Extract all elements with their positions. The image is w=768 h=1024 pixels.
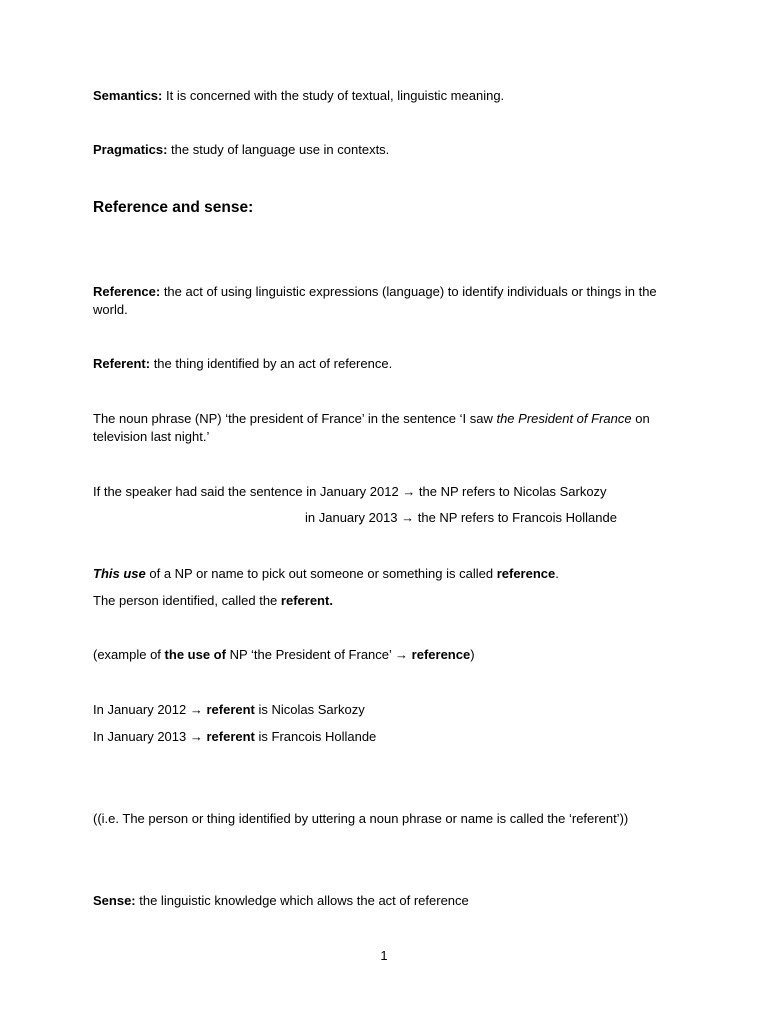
sense-text: the linguistic knowledge which allows the act of reference <box>135 893 469 908</box>
use-example-start: (example of <box>93 647 165 662</box>
referent-2012 <box>93 701 365 719</box>
use-example-end: ) <box>470 647 475 662</box>
semantics-text: It is concerned with the study of textual, linguistic meaning. <box>162 88 505 103</box>
person-identified-sentence <box>93 592 333 610</box>
np-example-part1: The noun phrase (NP) ‘the president of France’ in the sentence ‘I saw <box>93 411 497 426</box>
reference-term: Reference: <box>93 284 161 299</box>
section-heading: Reference and sense: <box>93 199 254 216</box>
referent-2013-bold: referent <box>206 729 255 744</box>
this-use-end: . <box>555 566 559 581</box>
person-identified-text: The person identified, called the <box>93 593 281 608</box>
referent-term: Referent: <box>93 356 151 371</box>
reference-definition <box>93 283 668 319</box>
use-example-middle: NP ‘the President of France’ → <box>225 647 412 662</box>
this-use-emphasis: This use <box>93 566 146 581</box>
semantics-term: Semantics: <box>93 88 163 103</box>
np-example <box>93 410 668 446</box>
reference-text: the act of using linguistic expressions (language) to identify individuals or things in the world. <box>93 284 657 317</box>
pragmatics-term: Pragmatics: <box>93 142 168 157</box>
semantics-definition <box>93 87 504 105</box>
speaker-example-line2: in January 2013 → the NP refers to Francois Hollande <box>305 510 617 525</box>
page-number: 1 <box>380 948 388 963</box>
referent-2012-start: In January 2012 → <box>93 702 207 717</box>
this-use-middle: of a NP or name to pick out someone or something is called <box>145 566 497 581</box>
referent-2013-start: In January 2013 → <box>93 729 207 744</box>
use-example <box>93 646 475 664</box>
sense-term: Sense: <box>93 893 136 908</box>
referent-definition <box>93 355 392 373</box>
np-example-part2: on television last night.’ <box>93 411 650 444</box>
this-use-sentence <box>93 565 559 583</box>
np-example-italic: the President of France <box>496 411 632 426</box>
speaker-example-line1: If the speaker had said the sentence in January 2012 → the NP refers to Nicolas Sarkozy <box>93 484 607 499</box>
referent-2013-end: is Francois Hollande <box>254 729 377 744</box>
referent-2013 <box>93 728 376 746</box>
referent-text: the thing identified by an act of reference. <box>150 356 393 371</box>
use-example-bold2: reference <box>411 647 471 662</box>
sense-definition <box>93 892 469 910</box>
referent-2012-bold: referent <box>206 702 255 717</box>
pragmatics-definition <box>93 141 389 159</box>
ie-note: ((i.e. The person or thing identified by uttering a noun phrase or name is called the ‘referent’)) <box>93 811 629 826</box>
use-example-bold1: the use of <box>164 647 226 662</box>
pragmatics-text: the study of language use in contexts. <box>167 142 390 157</box>
this-use-reference: reference <box>496 566 556 581</box>
referent-2012-end: is Nicolas Sarkozy <box>254 702 365 717</box>
person-identified-referent: referent. <box>280 593 333 608</box>
